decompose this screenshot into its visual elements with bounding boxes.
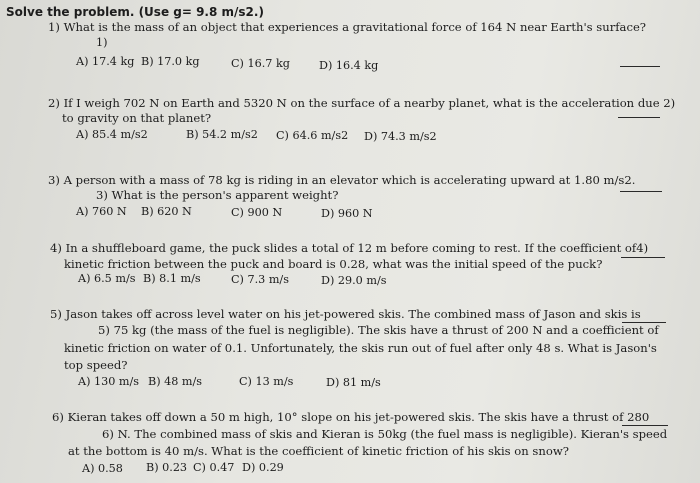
- question-text: 4) In a shuffleboard game, the puck slides a total of 12 m before coming to rest. If the coefficient of4): [50, 241, 649, 255]
- option-c: C) 7.3 m/s: [231, 273, 289, 286]
- option-b: B) 17.0 kg: [141, 55, 200, 68]
- option-c: C) 0.47: [193, 461, 235, 474]
- question-text: 3) A person with a mass of 78 kg is riding in an elevator which is accelerating upward at 1.80 m/s2.: [48, 173, 636, 187]
- answer-blank[interactable]: [620, 191, 662, 192]
- question-number: 1): [96, 36, 108, 49]
- question-text: kinetic friction on water of 0.1. Unfortunately, the skis run out of fuel after only 48 s. What is Jason's: [64, 341, 657, 355]
- option-d: D) 16.4 kg: [319, 59, 379, 72]
- answer-blank[interactable]: [622, 322, 666, 323]
- option-c: C) 13 m/s: [239, 375, 294, 388]
- answer-blank[interactable]: [621, 257, 665, 258]
- option-b: B) 54.2 m/s2: [186, 128, 258, 141]
- question-text: 5) Jason takes off across level water on his jet-powered skis. The combined mass of Jason and skis is: [50, 307, 641, 321]
- option-c: C) 64.6 m/s2: [276, 129, 349, 142]
- question-text: to gravity on that planet?: [62, 111, 212, 125]
- option-a: A) 17.4 kg: [76, 55, 135, 68]
- option-b: B) 620 N: [141, 205, 192, 218]
- option-d: D) 0.29: [242, 461, 284, 474]
- option-b: B) 48 m/s: [148, 375, 203, 388]
- option-d: D) 74.3 m/s2: [364, 130, 437, 143]
- option-c: C) 16.7 kg: [231, 57, 290, 70]
- question-text: 2) If I weigh 702 N on Earth and 5320 N on the surface of a nearby planet, what is the acceleration due 2): [48, 96, 676, 110]
- question-text: 3) What is the person's apparent weight?: [96, 188, 339, 202]
- option-a: A) 0.58: [82, 462, 123, 475]
- option-a: A) 760 N: [76, 205, 127, 218]
- question-text: at the bottom is 40 m/s. What is the coefficient of kinetic friction of his skis on snow?: [68, 444, 569, 458]
- page-title: Solve the problem. (Use g= 9.8 m/s2.): [6, 5, 264, 19]
- answer-blank[interactable]: [620, 66, 660, 67]
- option-b: B) 8.1 m/s: [143, 272, 201, 285]
- option-b: B) 0.23: [146, 461, 188, 474]
- option-a: A) 130 m/s: [78, 375, 140, 388]
- option-a: A) 85.4 m/s2: [76, 128, 148, 141]
- option-a: A) 6.5 m/s: [78, 272, 136, 285]
- option-d: D) 81 m/s: [326, 376, 381, 389]
- question-text: 6) Kieran takes off down a 50 m high, 10° slope on his jet-powered skis. The skis have a thrust of 280: [52, 410, 650, 424]
- question-text: top speed?: [64, 358, 128, 372]
- question-text: 5) 75 kg (the mass of the fuel is negligible). The skis have a thrust of 200 N and a coefficient of: [98, 323, 659, 337]
- question-text: kinetic friction between the puck and board is 0.28, what was the initial speed of the puck?: [64, 257, 603, 271]
- answer-blank[interactable]: [618, 117, 660, 118]
- option-d: D) 29.0 m/s: [321, 274, 387, 287]
- question-text: 6) N. The combined mass of skis and Kieran is 50kg (the fuel mass is negligible). Kieran's speed: [102, 427, 668, 441]
- option-c: C) 900 N: [231, 206, 283, 219]
- option-d: D) 960 N: [321, 207, 373, 220]
- question-text: 1) What is the mass of an object that experiences a gravitational force of 164 N near Earth's surface?: [48, 20, 647, 34]
- answer-blank[interactable]: [622, 425, 668, 426]
